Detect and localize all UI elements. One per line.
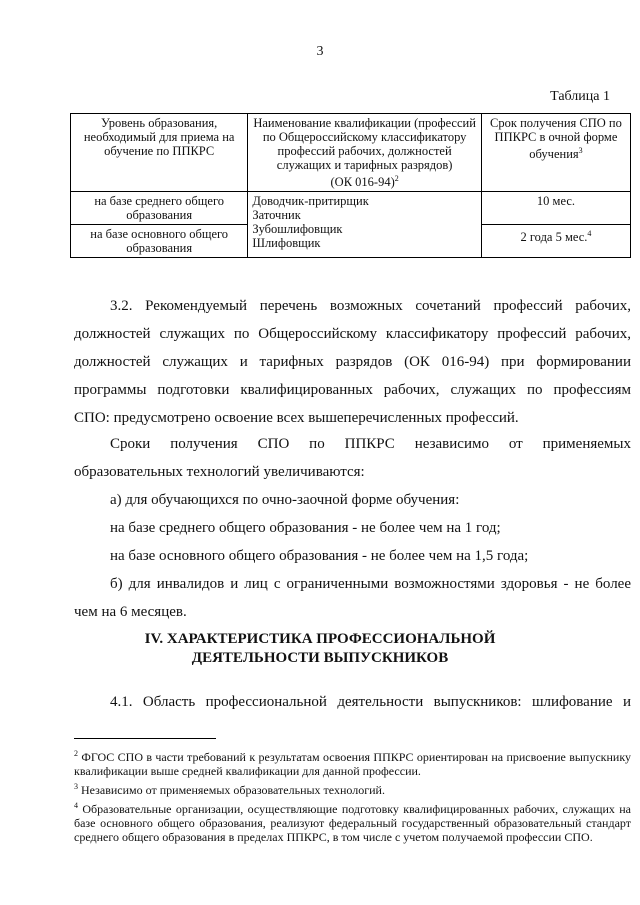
paragraph-3-2 bbox=[74, 296, 631, 436]
row-level: на базе среднего общего образования bbox=[71, 192, 248, 225]
table-header-row bbox=[71, 114, 631, 192]
footnote-divider bbox=[74, 738, 216, 739]
list-item-b: б) для инвалидов и лиц с ограниченными возможностями здоровья - не более bbox=[110, 576, 631, 592]
row-level: на базе основного общего образования bbox=[71, 225, 248, 258]
text-line: 4.1. Область профессиональной деятельности выпускников: шлифование и bbox=[110, 694, 631, 710]
section-heading bbox=[0, 630, 640, 668]
page-number: 3 bbox=[316, 44, 324, 59]
text-line: образовательных технологий увеличиваются: bbox=[74, 464, 365, 480]
row-term: 10 мес. bbox=[481, 192, 630, 225]
table-row bbox=[71, 192, 631, 225]
header-qualification-text: Наименование квалификации (профессий по Общероссийскому классификатору профессий рабочих, должностей служащих и тарифных разрядов) bbox=[253, 116, 476, 172]
table-caption: Таблица 1 bbox=[550, 89, 610, 104]
qualification-list bbox=[248, 192, 482, 258]
footnote-ref-3: 3 bbox=[578, 146, 583, 155]
footnote-text: Независимо от применяемых образовательных технологий. bbox=[81, 783, 385, 797]
list-item-a1: на базе среднего общего образования - не более чем на 1 год; bbox=[110, 520, 501, 536]
text-line: СПО: предусмотрено освоение всех вышеперечисленных профессий. bbox=[74, 410, 519, 426]
qualification-item: Доводчик-притирщик bbox=[252, 194, 369, 209]
text-line: должностей служащих по Общероссийскому классификатору профессий рабочих, bbox=[74, 326, 631, 342]
footnote-mark: 4 bbox=[74, 801, 78, 810]
footnote-4 bbox=[74, 799, 631, 844]
paragraph-terms bbox=[74, 434, 631, 630]
footnotes bbox=[74, 747, 631, 846]
list-item-a2: на базе основного общего образования - не более чем на 1,5 года; bbox=[110, 548, 529, 564]
text-line: 3.2. Рекомендуемый перечень возможных сочетаний профессий рабочих, bbox=[110, 298, 631, 314]
footnote-ref-2: 2 bbox=[394, 174, 399, 183]
row-term-text: 2 года 5 мес. bbox=[520, 230, 588, 245]
footnote-3 bbox=[74, 780, 631, 797]
header-education-level: Уровень образования, необходимый для приема на обучение по ППКРС bbox=[71, 114, 248, 192]
row-term bbox=[481, 225, 630, 258]
footnote-text: Образовательные организации, осуществляющие подготовку квалифицированных рабочих, служащих на базе основного общего образования, реализуют федеральный государственный образовательный стандарт среднего общего образования в пределах ППКРС, в том числе с учетом получаемой профессии СПО. bbox=[74, 802, 632, 844]
footnote-mark: 2 bbox=[74, 749, 78, 758]
qualification-item: Шлифовщик bbox=[252, 236, 321, 251]
paragraph-4-1 bbox=[74, 692, 631, 712]
header-qualification bbox=[248, 114, 482, 192]
section-heading-line: ДЕЯТЕЛЬНОСТИ ВЫПУСКНИКОВ bbox=[191, 650, 449, 666]
header-term-text: Срок получения СПО по ППКРС в очной форме обучения bbox=[490, 116, 622, 162]
footnote-text: ФГОС СПО в части требований к результатам освоения ППКРС ориентирован на присвоение выпускнику квалификации выше средней квалификации для данной профессии. bbox=[74, 750, 632, 778]
header-qualification-code: (ОК 016-94) bbox=[330, 175, 395, 190]
text-line: Сроки получения СПО по ППКРС независимо от применяемых bbox=[110, 436, 631, 452]
qualification-item: Заточник bbox=[252, 208, 301, 223]
text-line: должностей служащих и тарифных разрядов (ОК 016-94) при формировании bbox=[74, 354, 631, 370]
qualification-table bbox=[70, 113, 631, 258]
header-term bbox=[481, 114, 630, 192]
list-item-a: а) для обучающихся по очно-заочной форме обучения: bbox=[110, 492, 460, 508]
text-line: программы подготовки квалифицированных рабочих, служащих по профессиям bbox=[74, 382, 631, 398]
qualification-item: Зубошлифовщик bbox=[252, 222, 343, 237]
section-heading-line: IV. ХАРАКТЕРИСТИКА ПРОФЕССИОНАЛЬНОЙ bbox=[144, 631, 496, 647]
footnote-ref-4: 4 bbox=[587, 229, 592, 239]
footnote-2 bbox=[74, 747, 631, 778]
footnote-mark: 3 bbox=[74, 782, 78, 791]
text-line: чем на 6 месяцев. bbox=[74, 604, 187, 620]
